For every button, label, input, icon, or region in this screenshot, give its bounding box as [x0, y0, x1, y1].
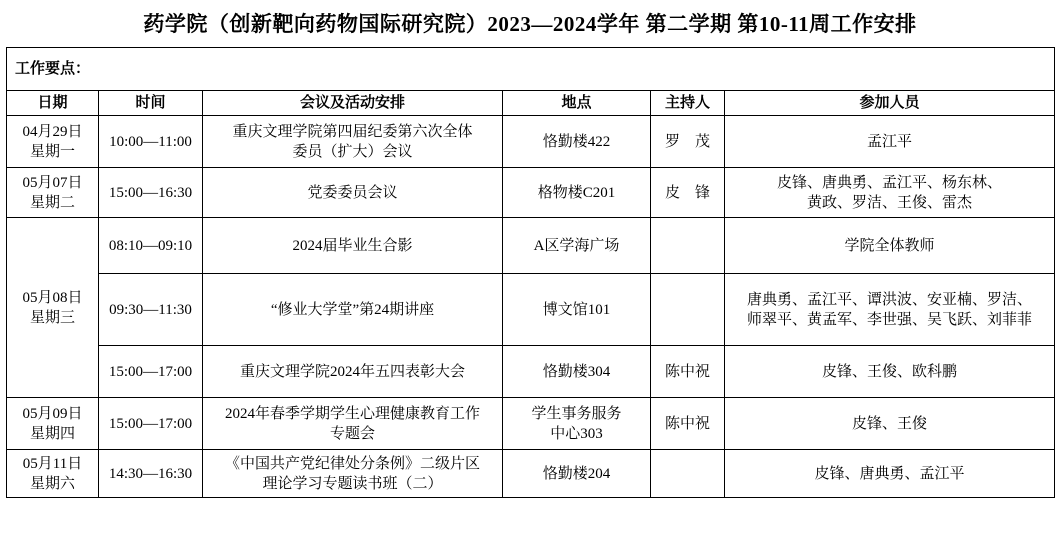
cell-date: [7, 450, 99, 498]
date-line-1: 05月08日: [22, 289, 83, 306]
cell-people: [725, 274, 1055, 346]
people-line-2: 黄政、罗洁、王俊、雷杰: [807, 194, 973, 211]
header-time: 时间: [99, 91, 203, 116]
date-line-1: 05月09日: [22, 405, 83, 422]
date-line-1: 05月07日: [22, 174, 83, 191]
table-header-row: [7, 91, 1055, 116]
people-line-1: 皮锋、唐典勇、孟江平、杨东林、: [777, 174, 1003, 191]
header-date: 日期: [7, 91, 99, 116]
place-line-2: 中心303: [550, 425, 603, 442]
cell-time: 15:00—17:00: [99, 398, 203, 450]
date-line-2: 星期二: [29, 194, 75, 211]
cell-event: 重庆文理学院2024年五四表彰大会: [203, 346, 503, 398]
cell-event: [203, 450, 503, 498]
event-line-1: 《中国共产党纪律处分条例》二级片区: [224, 455, 480, 472]
cell-place: 格物楼C201: [503, 168, 651, 218]
cell-people: [725, 168, 1055, 218]
people-line-2: 师翠平、黄孟军、李世强、吴飞跃、刘菲菲: [747, 311, 1033, 328]
people-line-1: 孟江平: [867, 133, 913, 150]
schedule-table: [6, 47, 1055, 498]
table-row: [7, 450, 1055, 498]
cell-time: 09:30—11:30: [99, 274, 203, 346]
people-line-1: 唐典勇、孟江平、谭洪波、安亚楠、罗洁、: [747, 291, 1033, 308]
date-line-1: 05月11日: [22, 455, 83, 472]
cell-host: 陈中祝: [651, 398, 725, 450]
cell-people: 皮锋、王俊: [725, 398, 1055, 450]
cell-time: 15:00—17:00: [99, 346, 203, 398]
cell-time: 08:10—09:10: [99, 218, 203, 274]
date-line-2: 星期四: [29, 425, 75, 442]
table-row: [7, 398, 1055, 450]
cell-people: 皮锋、王俊、欧科鹏: [725, 346, 1055, 398]
cell-event: [203, 116, 503, 168]
cell-place: 恪勤楼422: [503, 116, 651, 168]
cell-date: [7, 168, 99, 218]
header-event: 会议及活动安排: [203, 91, 503, 116]
table-row: [7, 218, 1055, 274]
event-line-1: 重庆文理学院第四届纪委第六次全体: [232, 123, 473, 140]
cell-host: [651, 274, 725, 346]
date-line-1: 04月29日: [22, 123, 83, 140]
cell-host: 皮 锋: [651, 168, 725, 218]
cell-host: 罗 茂: [651, 116, 725, 168]
cell-date: [7, 398, 99, 450]
table-row: [7, 346, 1055, 398]
table-row: [7, 116, 1055, 168]
cell-people: 学院全体教师: [725, 218, 1055, 274]
cell-event: “修业大学堂”第24期讲座: [203, 274, 503, 346]
date-line-2: 星期六: [29, 475, 75, 492]
cell-host: 陈中祝: [651, 346, 725, 398]
cell-time: 14:30—16:30: [99, 450, 203, 498]
event-line-2: 理论学习专题读书班（二）: [262, 475, 443, 492]
cell-people: [725, 116, 1055, 168]
cell-event: 2024届毕业生合影: [203, 218, 503, 274]
cell-event: [203, 398, 503, 450]
keypoints-label: 工作要点：: [7, 48, 1055, 91]
cell-place: 恪勤楼304: [503, 346, 651, 398]
place-line-1: 学生事务服务: [531, 405, 622, 422]
event-line-2: 专题会: [329, 425, 375, 442]
cell-people: 皮锋、唐典勇、孟江平: [725, 450, 1055, 498]
date-line-2: 星期一: [29, 143, 75, 160]
event-line-1: 2024年春季学期学生心理健康教育工作: [224, 405, 480, 422]
cell-time: 15:00—16:30: [99, 168, 203, 218]
cell-place: 恪勤楼204: [503, 450, 651, 498]
cell-host: [651, 218, 725, 274]
header-place: 地点: [503, 91, 651, 116]
cell-place: A区学海广场: [503, 218, 651, 274]
cell-time: 10:00—11:00: [99, 116, 203, 168]
cell-date: [7, 116, 99, 168]
header-people: 参加人员: [725, 91, 1055, 116]
header-host: 主持人: [651, 91, 725, 116]
table-row: [7, 274, 1055, 346]
event-line-2: 委员（扩大）会议: [292, 143, 413, 160]
cell-place: 博文馆101: [503, 274, 651, 346]
cell-date: [7, 218, 99, 398]
cell-place: [503, 398, 651, 450]
date-line-2: 星期三: [29, 309, 75, 326]
table-row: [7, 168, 1055, 218]
cell-event: 党委委员会议: [203, 168, 503, 218]
keypoints-row: [7, 48, 1055, 91]
cell-host: [651, 450, 725, 498]
page-title: 药学院（创新靶向药物国际研究院）2023—2024学年 第二学期 第10-11周工作安排: [143, 12, 917, 36]
